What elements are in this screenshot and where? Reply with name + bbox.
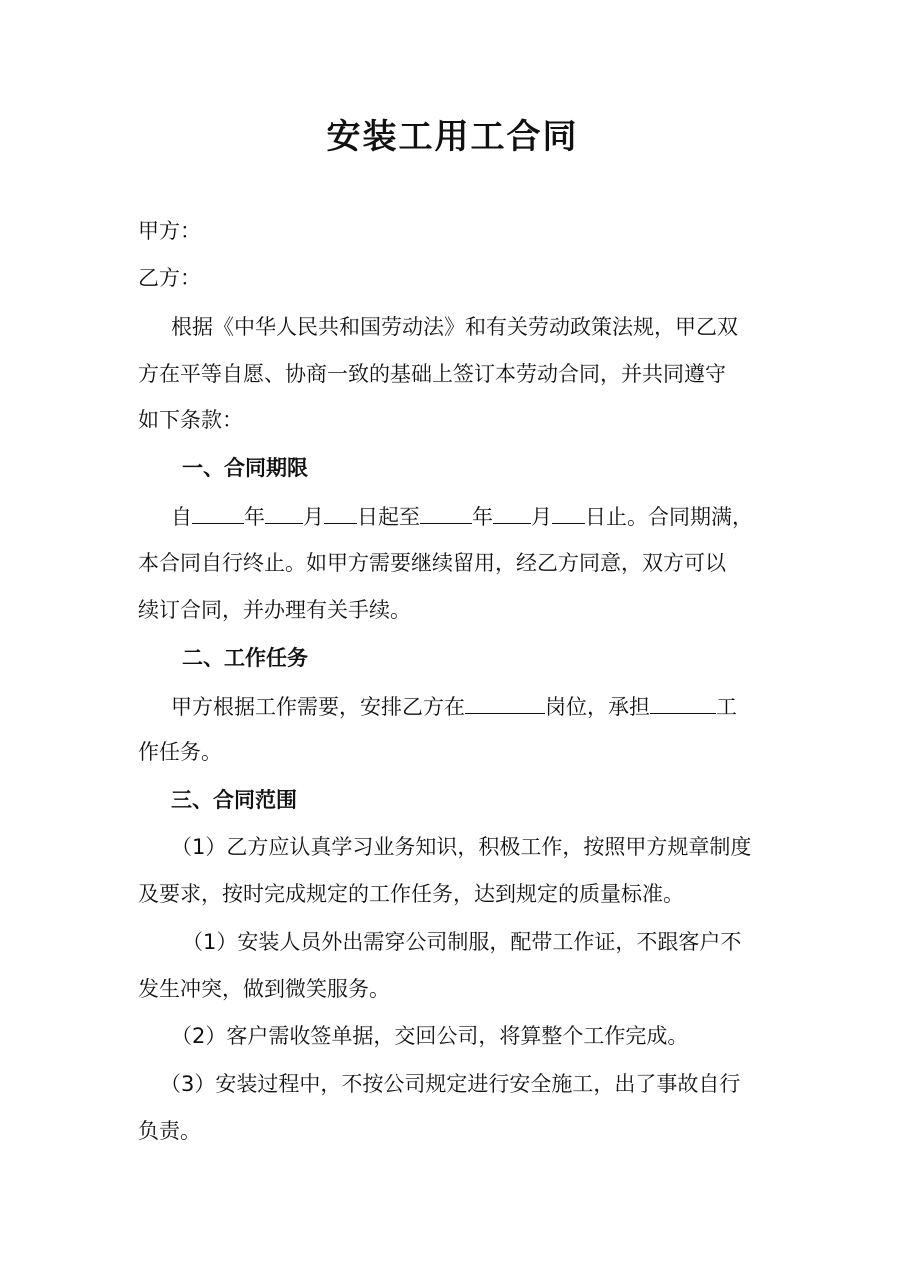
- task-blank: [650, 691, 716, 714]
- start-day-blank: [324, 501, 357, 524]
- position-blank: [465, 691, 545, 714]
- term-text-month-2: 月: [531, 505, 552, 529]
- task-text-3: 工: [716, 695, 737, 719]
- term-text-until: 日起至: [357, 505, 420, 529]
- section-3-item-4-line-2: 负责。: [138, 1119, 201, 1143]
- intro-line-3: 如下条款：: [138, 408, 243, 432]
- section-1-term-line: [171, 501, 753, 532]
- party-b-label: 乙方：: [138, 266, 201, 290]
- term-text-from: 自: [171, 505, 192, 529]
- section-2-heading: 二、工作任务: [182, 646, 308, 670]
- section-3-item-2-line-2: 发生冲突，做到微笑服务。: [138, 977, 390, 1001]
- section-2-line-2: 作任务。: [138, 740, 222, 764]
- section-1-line-2: 本合同自行终止。如甲方需要继续留用，经乙方同意，双方可以: [138, 551, 726, 575]
- section-3-item-3-line-1: （2）客户需收签单据，交回公司，将算整个工作完成。: [171, 1024, 689, 1048]
- task-text-1: 甲方根据工作需要，安排乙方在: [171, 695, 465, 719]
- intro-line-2: 方在平等自愿、协商一致的基础上签订本劳动合同，并共同遵守: [138, 362, 726, 386]
- section-3-item-2-line-1: （1）安装人员外出需穿公司制服，配带工作证，不跟客户不: [182, 930, 742, 954]
- section-2-line-1: [171, 691, 737, 722]
- section-3-item-4-line-1: （3）安装过程中，不按公司规定进行安全施工，出了事故自行: [160, 1072, 741, 1096]
- end-month-blank: [493, 501, 531, 524]
- page-title: 安装工用工合同: [326, 117, 579, 157]
- term-text-end: 日止。合同期满，: [585, 505, 753, 529]
- section-3-item-1-line-2: 及要求，按时完成规定的工作任务，达到规定的质量标准。: [138, 882, 684, 906]
- end-day-blank: [552, 501, 585, 524]
- term-text-year: 年: [244, 505, 265, 529]
- end-year-blank: [420, 501, 472, 524]
- term-text-year-2: 年: [472, 505, 493, 529]
- intro-line-1: 根据《中华人民共和国劳动法》和有关劳动政策法规，甲乙双: [171, 315, 738, 339]
- section-3-item-1-line-1: （1）乙方应认真学习业务知识，积极工作，按照甲方规章制度: [171, 835, 752, 859]
- term-text-month: 月: [303, 505, 324, 529]
- section-1-line-3: 续订合同，并办理有关手续。: [138, 598, 411, 622]
- section-3-heading: 三、合同范围: [171, 788, 297, 812]
- party-a-label: 甲方：: [138, 219, 201, 243]
- section-1-heading: 一、合同期限: [182, 456, 308, 480]
- start-month-blank: [265, 501, 303, 524]
- start-year-blank: [192, 501, 244, 524]
- task-text-2: 岗位，承担: [545, 695, 650, 719]
